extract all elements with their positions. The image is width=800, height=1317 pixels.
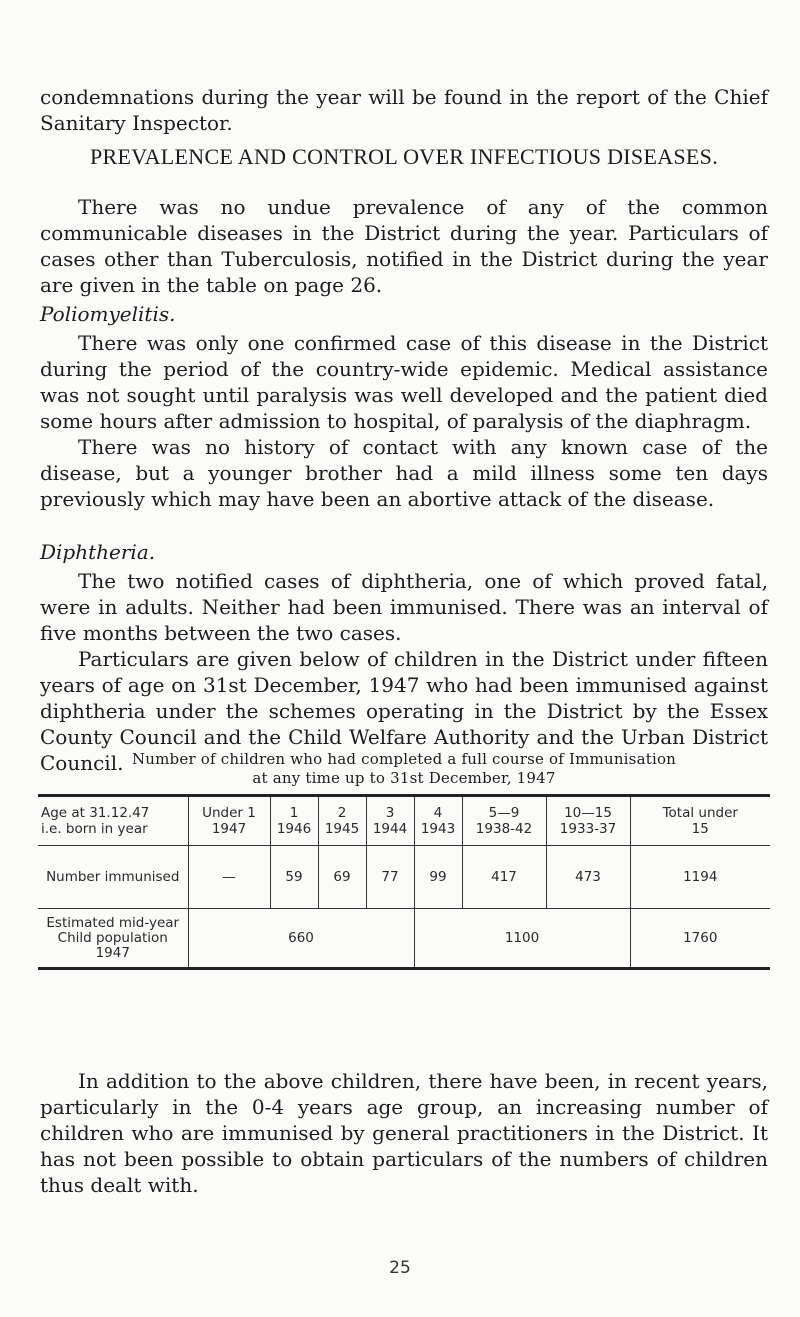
population-label [38, 909, 188, 969]
header-col-2 [318, 796, 366, 846]
diphtheria-heading: Diphtheria. [40, 540, 156, 564]
header-col-top: 4 [433, 805, 443, 821]
immunised-value: 69 [318, 846, 366, 909]
poliomyelitis-paragraph-2: There was no history of contact with any known case of the disease, but a younger brother had a mild illness some ten days previously which may have been an abortive attack of the disease. [40, 435, 768, 511]
immunisation-table [38, 794, 770, 970]
population-label-line-3: 1947 [95, 944, 130, 961]
header-col-top: Under 1 [202, 805, 256, 821]
header-label-cell [38, 796, 188, 846]
header-col-top: 2 [337, 805, 347, 821]
immunised-value: 99 [414, 846, 462, 909]
immunised-value: 77 [366, 846, 414, 909]
immunised-value: 59 [270, 846, 318, 909]
population-under-5: 660 [188, 909, 414, 969]
header-col-bottom: 1945 [324, 821, 360, 837]
diphtheria-paragraph-2: Particulars are given below of children in the District under fifteen years of age on 31st December, 1947 who had been immunised against diphtheria under the schemes operating in the District by the Essex County Council and the Child Welfare Authority and the Urban District Council. [40, 647, 768, 775]
header-col-top: Total under [662, 805, 738, 821]
immunised-row [38, 846, 770, 909]
header-col-top: 3 [385, 805, 395, 821]
header-col-1 [270, 796, 318, 846]
header-label-line-1: Age at 31.12.47 [41, 805, 150, 821]
header-col-under-1 [188, 796, 270, 846]
header-col-total [630, 796, 770, 846]
prevalence-paragraph: There was no undue prevalence of any of the common communicable diseases in the District during the year. Particulars of cases other than Tuberculosis, notified in the District during the year are given in the table on page 26. [40, 195, 768, 297]
header-col-10-15 [546, 796, 630, 846]
header-col-4 [414, 796, 462, 846]
page-number: 25 [389, 1258, 411, 1278]
header-col-bottom: 1946 [276, 821, 312, 837]
section-heading: PREVALENCE AND CONTROL OVER INFECTIOUS DISEASES. [90, 144, 718, 169]
population-5-15: 1100 [414, 909, 630, 969]
immunised-value: — [188, 846, 270, 909]
header-col-bottom: 15 [691, 821, 709, 837]
population-row [38, 909, 770, 969]
population-total: 1760 [630, 909, 770, 969]
immunised-total: 1194 [630, 846, 770, 909]
population-label-line-1: Estimated mid-year [46, 914, 180, 931]
header-col-bottom: 1943 [420, 821, 456, 837]
header-col-top: 1 [289, 805, 299, 821]
header-col-top: 5—9 [488, 805, 520, 821]
header-col-top: 10—15 [564, 805, 612, 821]
table-caption-line-1: Number of children who had completed a full course of Immunisation [131, 750, 677, 768]
header-col-bottom: 1938-42 [475, 821, 533, 837]
table-caption [40, 750, 768, 788]
immunised-value: 473 [546, 846, 630, 909]
header-col-bottom: 1944 [372, 821, 408, 837]
header-col-5-9 [462, 796, 546, 846]
immunised-value: 417 [462, 846, 546, 909]
poliomyelitis-heading: Poliomyelitis. [40, 302, 176, 326]
table-header-row [38, 796, 770, 846]
header-label-line-2: i.e. born in year [41, 821, 148, 837]
poliomyelitis-paragraph-1: There was only one confirmed case of this disease in the District during the period of the country-wide epidemic. Medical assistance was not sought until paralysis was well developed and the patient died some hours after admission to hospital, of paralysis of the diaphragm. [40, 331, 768, 433]
intro-paragraph: condemnations during the year will be found in the report of the Chief Sanitary Inspector. [40, 85, 768, 135]
diphtheria-paragraph-1: The two notified cases of diphtheria, one of which proved fatal, were in adults. Neither had been immunised. There was an interval of five months between the two cases. [40, 569, 768, 645]
header-col-bottom: 1933-37 [559, 821, 617, 837]
immunised-label: Number immunised [38, 846, 188, 909]
closing-paragraph: In addition to the above children, there have been, in recent years, particularly in the 0-4 years age group, an increasing number of children who are immunised by general practitioners in the District. It has not been possible to obtain particulars of the numbers of children thus dealt with. [40, 1069, 768, 1197]
population-label-line-2: Child population [57, 929, 168, 946]
header-col-3 [366, 796, 414, 846]
header-col-bottom: 1947 [211, 821, 247, 837]
table-caption-line-2: at any time up to 31st December, 1947 [252, 769, 556, 787]
